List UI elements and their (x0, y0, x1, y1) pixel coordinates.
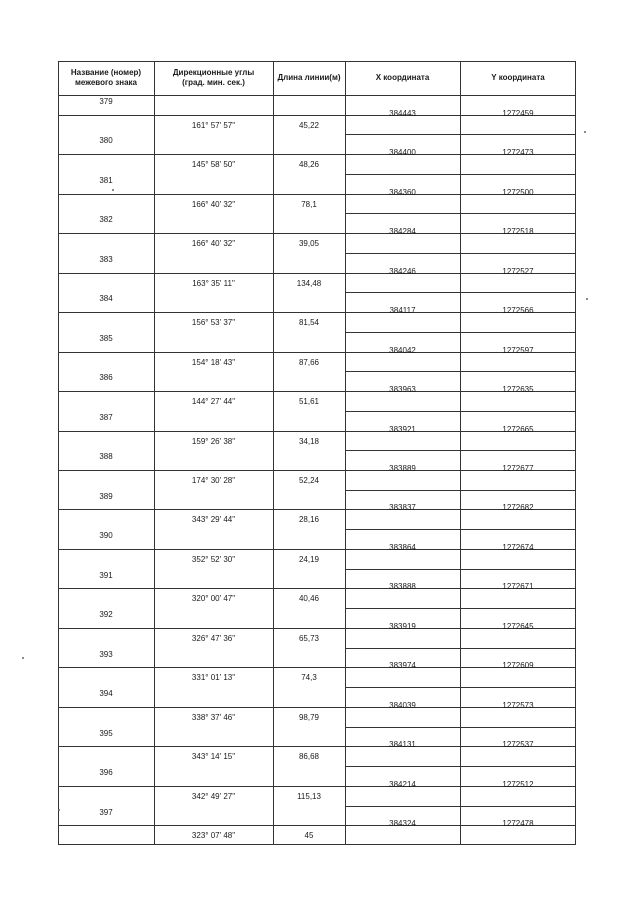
point-name: 384 (99, 294, 113, 304)
x-coordinate: 383921 (389, 424, 416, 434)
directional-angle: 159° 26' 38" (191, 436, 236, 446)
table-hline (58, 273, 345, 274)
x-coordinate: 384131 (389, 740, 416, 750)
line-length: 87,66 (298, 357, 320, 367)
line-length: 28,16 (298, 515, 320, 525)
y-coordinate: 1272500 (502, 187, 534, 197)
table-hline (345, 766, 576, 767)
table-hline (58, 352, 345, 353)
line-length: 74,3 (301, 673, 317, 683)
y-coordinate: 1272518 (502, 227, 534, 237)
x-coordinate: 384039 (389, 700, 416, 710)
point-name: 383 (99, 254, 113, 264)
table-hline (345, 253, 576, 254)
directional-angle: 145° 58' 50" (191, 160, 236, 170)
y-coordinate: 1272478 (502, 819, 534, 829)
point-name: 394 (99, 689, 113, 699)
x-coordinate: 384284 (389, 227, 416, 237)
directional-angle: 323° 07' 48" (191, 831, 236, 841)
table-hline (345, 134, 576, 135)
y-coordinate: 1272682 (502, 503, 534, 513)
directional-angle: 154° 18' 43" (191, 357, 236, 367)
table-hline (58, 470, 345, 471)
x-coordinate: 383889 (389, 464, 416, 473)
x-coordinate: 383837 (389, 503, 416, 513)
point-name: 386 (99, 373, 113, 383)
header-name (58, 61, 154, 95)
table-hline (345, 292, 576, 293)
directional-angle: 161° 57' 57" (191, 120, 236, 130)
scan-speck (112, 189, 114, 191)
y-coordinate: 1272459 (502, 108, 534, 118)
point-name: 397 (99, 807, 113, 817)
directional-angle: 174° 30' 28" (191, 476, 236, 485)
table-hline (345, 174, 576, 175)
x-coordinate: 384360 (389, 187, 416, 197)
table-hline (58, 233, 345, 234)
table-hline (58, 746, 345, 747)
table-hline (345, 332, 576, 333)
scan-speck (584, 131, 586, 133)
table-hline (58, 95, 576, 96)
point-name: 395 (99, 728, 113, 738)
table-hline (58, 825, 345, 826)
line-length: 45 (304, 831, 314, 841)
point-name: 396 (99, 768, 113, 778)
table-hline (58, 786, 345, 787)
point-name: 381 (99, 175, 113, 185)
line-length: 86,68 (298, 752, 320, 762)
line-length: 98,79 (298, 712, 320, 722)
directional-angle: 166° 40' 32" (191, 199, 236, 209)
y-coordinate: 1272566 (502, 306, 534, 316)
line-length: 51,61 (298, 397, 320, 407)
line-length: 34,18 (298, 436, 320, 446)
table-hline (58, 588, 345, 589)
x-coordinate: 384324 (389, 819, 416, 829)
directional-angle: 326° 47' 36" (191, 633, 236, 643)
point-name: 389 (99, 491, 113, 501)
line-length: 40,46 (298, 594, 320, 604)
table-hline (58, 431, 345, 432)
point-name: 391 (99, 570, 113, 580)
y-coordinate: 1272674 (502, 542, 534, 552)
line-length: 115,13 (297, 791, 321, 801)
y-coordinate: 1272609 (502, 661, 534, 671)
y-coordinate: 1272635 (502, 385, 534, 395)
header-length: Длина линии(м) (277, 73, 341, 82)
x-coordinate: 384246 (389, 266, 416, 276)
line-length: 24,19 (298, 554, 320, 564)
x-coordinate: 383888 (389, 582, 416, 592)
table-hline (58, 707, 345, 708)
table-hline (345, 411, 576, 412)
directional-angle: 163° 35' 11" (192, 278, 235, 288)
table-hline (345, 450, 576, 451)
table-hline (58, 312, 345, 313)
directional-angle: 343° 29' 44" (191, 515, 236, 525)
table-hline (58, 667, 345, 668)
directional-angle: 166° 40' 32" (191, 239, 236, 249)
table-hline (345, 569, 576, 570)
scan-speck (58, 809, 60, 811)
directional-angle: 156° 53' 37" (191, 318, 236, 328)
point-name: 388 (99, 452, 113, 462)
table-vline (154, 61, 155, 845)
y-coordinate: 1272537 (502, 740, 534, 750)
y-coordinate: 1272645 (502, 621, 534, 631)
table-hline (58, 61, 576, 62)
table-hline (345, 371, 576, 372)
line-length: 39,05 (298, 239, 320, 249)
x-coordinate: 383963 (389, 385, 416, 395)
x-coordinate: 384443 (389, 108, 416, 118)
table-hline (345, 213, 576, 214)
table-hline (345, 490, 576, 491)
table-hline (345, 687, 576, 688)
header-x: X координата (375, 73, 430, 82)
y-coordinate: 1272677 (502, 464, 534, 473)
point-name: 382 (99, 215, 113, 225)
table-hline (345, 727, 576, 728)
directional-angle: 352° 52' 30" (191, 554, 236, 564)
table-hline (58, 509, 345, 510)
scan-speck (586, 298, 588, 300)
point-name: 387 (99, 412, 113, 422)
header-y: Y координата (491, 73, 545, 82)
x-coordinate: 384042 (389, 345, 416, 355)
line-length: 134,48 (296, 278, 322, 288)
y-coordinate: 1272527 (502, 266, 534, 276)
x-coordinate: 384117 (389, 306, 416, 316)
table-hline (58, 844, 576, 845)
table-hline (58, 628, 345, 629)
table-vline (273, 61, 274, 845)
table-hline (58, 115, 345, 116)
y-coordinate: 1272665 (502, 424, 534, 434)
x-coordinate: 384400 (389, 148, 416, 158)
header-name-line1: Название (номер) (70, 68, 142, 77)
line-length: 81,54 (298, 318, 320, 328)
directional-angle: 331° 01' 13" (191, 673, 236, 683)
table-hline (58, 194, 345, 195)
y-coordinate: 1272573 (502, 700, 534, 710)
line-length: 52,24 (298, 476, 320, 485)
table-hline (345, 648, 576, 649)
directional-angle: 338° 37' 46" (191, 712, 236, 722)
scan-speck (22, 657, 24, 659)
table-hline (58, 549, 345, 550)
x-coordinate: 384214 (389, 779, 416, 789)
x-coordinate: 383919 (389, 621, 416, 631)
directional-angle: 343° 14' 15" (191, 752, 236, 762)
directional-angle: 342° 49' 27" (191, 791, 236, 801)
directional-angle: 144° 27' 44" (191, 397, 236, 407)
header-angle-line1: Дирекционные углы (172, 68, 255, 77)
point-name: 385 (99, 333, 113, 343)
line-length: 45,22 (298, 120, 320, 130)
point-name: 393 (99, 649, 113, 659)
x-coordinate: 383864 (389, 542, 416, 552)
header-angle-line2: (град. мин. сек.) (182, 78, 245, 87)
directional-angle: 320° 00' 47" (191, 594, 236, 604)
header-angle (154, 61, 273, 95)
y-coordinate: 1272473 (502, 148, 534, 158)
coordinates-table (58, 61, 576, 845)
line-length: 78,1 (301, 199, 317, 209)
table-hline (345, 806, 576, 807)
line-length: 65,73 (298, 633, 320, 643)
table-hline (58, 391, 345, 392)
point-name: 392 (99, 610, 113, 620)
y-coordinate: 1272671 (502, 582, 534, 592)
table-hline (345, 529, 576, 530)
table-hline (58, 154, 345, 155)
point-name: 379 (99, 97, 113, 106)
y-coordinate: 1272597 (502, 345, 534, 355)
line-length: 48,26 (298, 160, 320, 170)
point-name: 380 (99, 136, 113, 146)
y-coordinate: 1272512 (502, 779, 534, 789)
header-name-line2: межевого знака (74, 78, 138, 87)
table-hline (345, 608, 576, 609)
point-name: 390 (99, 531, 113, 541)
x-coordinate: 383974 (389, 661, 416, 671)
